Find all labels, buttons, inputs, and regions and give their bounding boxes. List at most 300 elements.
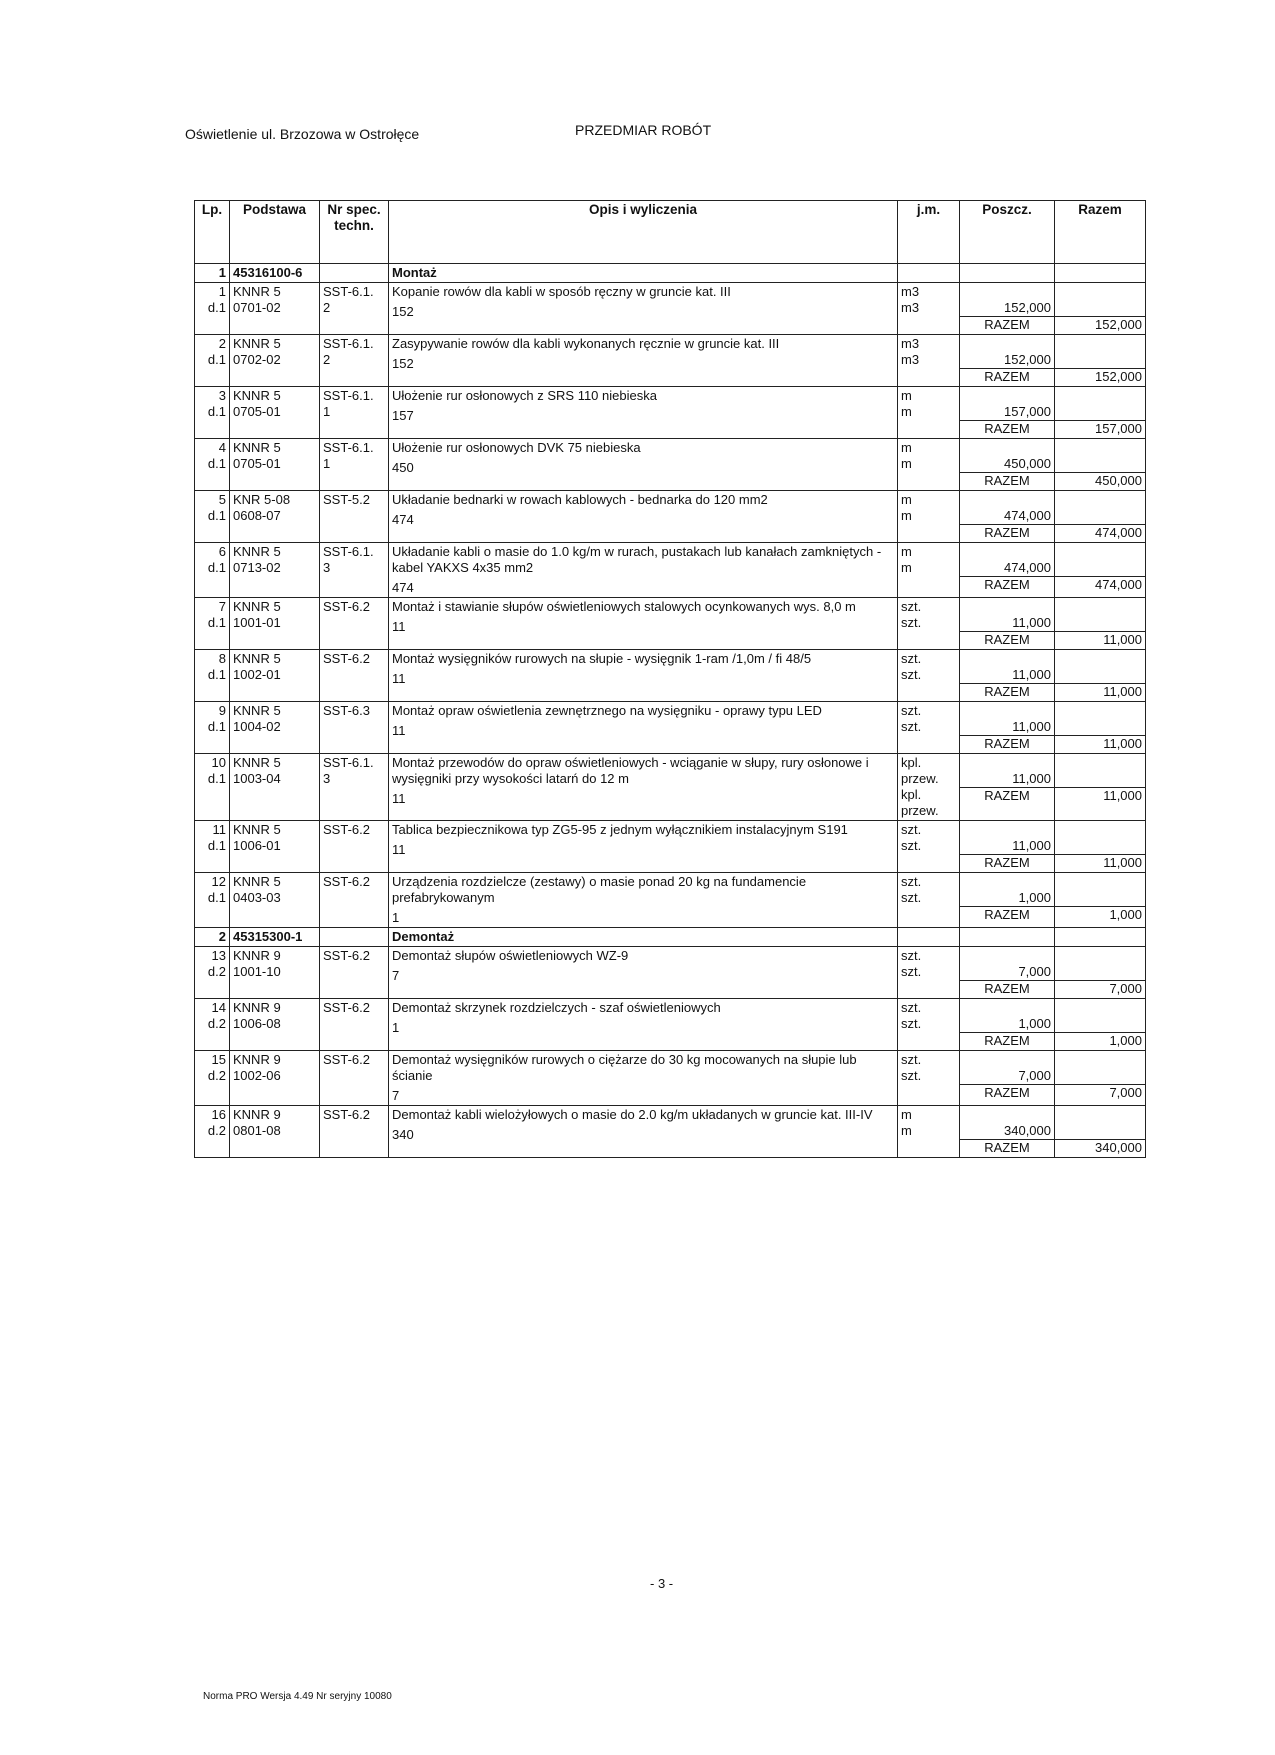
item-catalog: KNNR 9 xyxy=(233,1107,281,1122)
row-opis xyxy=(389,873,898,928)
row-nr-spec xyxy=(320,598,389,650)
item-unit-calc: szt. xyxy=(901,890,922,905)
item-description: Tablica bezpiecznikowa typ ZG5-95 z jednym wyłącznikiem instalacyjnym S191 xyxy=(392,822,848,837)
item-number: 3 xyxy=(218,388,226,403)
item-spec: SST-6.2 xyxy=(323,822,370,837)
item-total: 11,000 xyxy=(1055,787,1145,804)
row-poszcz xyxy=(960,947,1055,999)
item-total: 11,000 xyxy=(1055,735,1145,752)
item-section-ref: d.1 xyxy=(207,890,226,905)
col-poszcz: Poszcz. xyxy=(960,201,1055,264)
item-number: 4 xyxy=(218,440,226,455)
row-opis xyxy=(389,387,898,439)
row-jm xyxy=(898,387,960,439)
row-razem xyxy=(1055,650,1146,702)
row-jm xyxy=(898,999,960,1051)
item-total: 152,000 xyxy=(1055,316,1145,333)
row-poszcz xyxy=(960,543,1055,598)
item-description: Zasypywanie rowów dla kabli wykonanych ręcznie w gruncie kat. III xyxy=(392,336,780,351)
item-catalog-position: 0701-02 xyxy=(233,300,281,315)
item-unit: m3 xyxy=(901,284,920,299)
row-poszcz xyxy=(960,439,1055,491)
item-description: Montaż opraw oświetlenia zewnętrznego na wysięgniku - oprawy typu LED xyxy=(392,703,822,718)
item-spec: SST-6.3 xyxy=(323,703,370,718)
item-catalog-position: 0713-02 xyxy=(233,560,281,575)
row-podstawa xyxy=(230,999,320,1051)
razem-label: RAZEM xyxy=(960,316,1054,333)
row-razem xyxy=(1055,543,1146,598)
row-jm xyxy=(898,335,960,387)
item-total: 340,000 xyxy=(1055,1139,1145,1156)
row-lp xyxy=(195,754,230,821)
item-spec-sub: 2 xyxy=(323,352,331,367)
table-row xyxy=(195,702,1146,754)
row-nr-spec xyxy=(320,1106,389,1158)
table-row xyxy=(195,439,1146,491)
item-unit: kpl. przew. xyxy=(901,755,939,786)
item-calculation: 474 xyxy=(392,580,414,595)
table-row xyxy=(195,821,1146,873)
row-poszcz xyxy=(960,598,1055,650)
item-section-ref: d.1 xyxy=(207,352,226,367)
row-podstawa xyxy=(230,491,320,543)
table-row xyxy=(195,598,1146,650)
item-description: Demontaż wysięgników rurowych o ciężarze do 30 kg mocowanych na słupie lub ścianie xyxy=(392,1052,857,1083)
item-catalog-position: 0705-01 xyxy=(233,404,281,419)
section-title xyxy=(389,264,898,283)
item-total: 1,000 xyxy=(1055,906,1145,923)
table-row xyxy=(195,1051,1146,1106)
item-unit-calc: szt. xyxy=(901,1016,922,1031)
row-razem xyxy=(1055,754,1146,821)
item-section-ref: d.1 xyxy=(207,719,226,734)
row-opis xyxy=(389,947,898,999)
table-header-row xyxy=(195,201,1146,264)
row-nr-spec xyxy=(320,947,389,999)
row-poszcz xyxy=(960,1051,1055,1106)
row-nr-spec xyxy=(320,283,389,335)
row-razem xyxy=(1055,335,1146,387)
row-lp xyxy=(195,543,230,598)
item-calculation: 152 xyxy=(392,356,414,371)
item-unit-calc: szt. xyxy=(901,964,922,979)
row-razem xyxy=(1055,598,1146,650)
item-quantity: 11,000 xyxy=(1012,719,1051,734)
row-podstawa xyxy=(230,702,320,754)
item-section-ref: d.1 xyxy=(207,667,226,682)
item-catalog-position: 1004-02 xyxy=(233,719,281,734)
row-nr-spec xyxy=(320,650,389,702)
row-nr-spec xyxy=(320,1051,389,1106)
item-catalog-position: 1001-01 xyxy=(233,615,281,630)
row-opis xyxy=(389,702,898,754)
row-nr-spec xyxy=(320,821,389,873)
item-spec: SST-6.1. xyxy=(323,755,374,770)
item-section-ref: d.1 xyxy=(207,404,226,419)
row-opis xyxy=(389,821,898,873)
item-catalog: KNNR 5 xyxy=(233,336,281,351)
row-poszcz xyxy=(960,283,1055,335)
item-catalog: KNNR 5 xyxy=(233,440,281,455)
item-catalog-position: 1006-08 xyxy=(233,1016,281,1031)
item-spec: SST-5.2 xyxy=(323,492,370,507)
section-poszcz xyxy=(960,928,1055,947)
item-spec: SST-6.1. xyxy=(323,336,374,351)
table-row xyxy=(195,1106,1146,1158)
item-number: 2 xyxy=(218,336,226,351)
row-razem xyxy=(1055,947,1146,999)
item-catalog: KNNR 9 xyxy=(233,1052,281,1067)
item-description: Montaż wysięgników rurowych na słupie - wysięgnik 1-ram /1,0m / fi 48/5 xyxy=(392,651,812,666)
item-number: 7 xyxy=(218,599,226,614)
section-name: Demontaż xyxy=(392,929,455,944)
row-jm xyxy=(898,1051,960,1106)
table-row xyxy=(195,387,1146,439)
item-section-ref: d.1 xyxy=(207,771,226,786)
row-razem xyxy=(1055,1051,1146,1106)
item-quantity: 474,000 xyxy=(1004,508,1051,523)
section-name: Montaż xyxy=(392,265,437,280)
item-total: 7,000 xyxy=(1055,1084,1145,1101)
item-description: Demontaż kabli wielożyłowych o masie do 2.0 kg/m układanych w gruncie kat. III-IV xyxy=(392,1107,873,1122)
item-catalog: KNNR 5 xyxy=(233,874,281,889)
item-catalog-position: 0608-07 xyxy=(233,508,281,523)
row-razem xyxy=(1055,439,1146,491)
software-footer: Norma PRO Wersja 4.49 Nr seryjny 10080 xyxy=(203,1691,392,1702)
row-podstawa xyxy=(230,387,320,439)
row-lp xyxy=(195,650,230,702)
row-nr-spec xyxy=(320,387,389,439)
row-podstawa xyxy=(230,543,320,598)
section-code xyxy=(230,928,320,947)
item-section-ref: d.2 xyxy=(207,964,226,979)
table-row xyxy=(195,283,1146,335)
item-unit-calc: m xyxy=(901,404,912,419)
row-nr-spec xyxy=(320,491,389,543)
row-lp xyxy=(195,335,230,387)
item-unit: szt. xyxy=(901,1000,922,1015)
section-lp: 2 xyxy=(218,929,226,944)
item-number: 1 xyxy=(218,284,226,299)
razem-label: RAZEM xyxy=(960,1139,1054,1156)
item-spec: SST-6.1. xyxy=(323,544,374,559)
row-poszcz xyxy=(960,999,1055,1051)
item-quantity: 157,000 xyxy=(1004,404,1051,419)
item-catalog-position: 1001-10 xyxy=(233,964,281,979)
document-title: PRZEDMIAR ROBÓT xyxy=(575,122,712,138)
row-poszcz xyxy=(960,873,1055,928)
item-number: 14 xyxy=(211,1000,226,1015)
item-quantity: 7,000 xyxy=(1018,1068,1051,1083)
row-razem xyxy=(1055,999,1146,1051)
item-spec: SST-6.2 xyxy=(323,1107,370,1122)
row-jm xyxy=(898,1106,960,1158)
row-opis xyxy=(389,999,898,1051)
item-description: Demontaż słupów oświetleniowych WZ-9 xyxy=(392,948,629,963)
item-calculation: 7 xyxy=(392,968,400,983)
row-jm xyxy=(898,491,960,543)
item-unit: szt. xyxy=(901,948,922,963)
item-unit: m xyxy=(901,1107,912,1122)
item-quantity: 450,000 xyxy=(1004,456,1051,471)
item-catalog: KNNR 5 xyxy=(233,544,281,559)
item-total: 450,000 xyxy=(1055,472,1145,489)
col-razem: Razem xyxy=(1055,201,1146,264)
razem-label: RAZEM xyxy=(960,420,1054,437)
razem-label: RAZEM xyxy=(960,980,1054,997)
item-quantity: 152,000 xyxy=(1004,300,1051,315)
row-nr-spec xyxy=(320,754,389,821)
item-catalog: KNNR 5 xyxy=(233,822,281,837)
item-spec: SST-6.2 xyxy=(323,1052,370,1067)
row-razem xyxy=(1055,821,1146,873)
row-nr-spec xyxy=(320,335,389,387)
item-section-ref: d.2 xyxy=(207,1016,226,1031)
table-row xyxy=(195,999,1146,1051)
razem-label: RAZEM xyxy=(960,735,1054,752)
row-podstawa xyxy=(230,439,320,491)
row-lp xyxy=(195,821,230,873)
section-number xyxy=(195,928,230,947)
section-nr xyxy=(320,264,389,283)
item-catalog-position: 1003-04 xyxy=(233,771,281,786)
item-total: 1,000 xyxy=(1055,1032,1145,1049)
row-lp xyxy=(195,283,230,335)
section-lp: 1 xyxy=(218,265,226,280)
row-poszcz xyxy=(960,821,1055,873)
row-podstawa xyxy=(230,821,320,873)
table-row xyxy=(195,650,1146,702)
razem-label: RAZEM xyxy=(960,683,1054,700)
section-number xyxy=(195,264,230,283)
section-cpv: 45316100-6 xyxy=(233,265,303,280)
item-quantity: 474,000 xyxy=(1004,560,1051,575)
item-spec-sub: 1 xyxy=(323,404,331,419)
item-unit: szt. xyxy=(901,599,922,614)
item-unit: szt. xyxy=(901,822,922,837)
row-poszcz xyxy=(960,1106,1055,1158)
item-unit: m xyxy=(901,440,912,455)
row-razem xyxy=(1055,283,1146,335)
row-jm xyxy=(898,283,960,335)
row-opis xyxy=(389,491,898,543)
item-spec: SST-6.2 xyxy=(323,599,370,614)
item-quantity: 152,000 xyxy=(1004,352,1051,367)
item-number: 6 xyxy=(218,544,226,559)
col-podstawa: Podstawa xyxy=(230,201,320,264)
razem-label: RAZEM xyxy=(960,524,1054,541)
row-razem xyxy=(1055,387,1146,439)
item-number: 13 xyxy=(211,948,226,963)
item-unit: szt. xyxy=(901,1052,922,1067)
item-catalog: KNNR 5 xyxy=(233,651,281,666)
row-jm xyxy=(898,702,960,754)
razem-label: RAZEM xyxy=(960,472,1054,489)
item-total: 11,000 xyxy=(1055,683,1145,700)
table-row xyxy=(195,491,1146,543)
row-lp xyxy=(195,1051,230,1106)
row-poszcz xyxy=(960,754,1055,821)
table-row xyxy=(195,873,1146,928)
item-unit-calc: m xyxy=(901,508,912,523)
item-section-ref: d.1 xyxy=(207,615,226,630)
item-unit: m3 xyxy=(901,336,920,351)
item-quantity: 11,000 xyxy=(1012,771,1051,786)
col-lp: Lp. xyxy=(195,201,230,264)
item-calculation: 152 xyxy=(392,304,414,319)
razem-label: RAZEM xyxy=(960,787,1054,804)
item-catalog: KNR 5-08 xyxy=(233,492,291,507)
item-catalog-position: 1006-01 xyxy=(233,838,281,853)
item-number: 15 xyxy=(211,1052,226,1067)
item-unit-calc: m xyxy=(901,456,912,471)
row-poszcz xyxy=(960,335,1055,387)
item-section-ref: d.2 xyxy=(207,1123,226,1138)
item-unit-calc: szt. xyxy=(901,838,922,853)
table-body xyxy=(195,264,1146,1158)
col-nr-spec: Nr spec. techn. xyxy=(320,201,389,264)
row-razem xyxy=(1055,491,1146,543)
item-calculation: 11 xyxy=(392,842,406,857)
item-catalog: KNNR 5 xyxy=(233,703,281,718)
item-description: Układanie kabli o masie do 1.0 kg/m w rurach, pustakach lub kanałach zamkniętych - kabel YAKXS 4x35 mm2 xyxy=(392,544,882,575)
row-opis xyxy=(389,335,898,387)
bill-of-quantities-table xyxy=(194,200,1146,1158)
row-opis xyxy=(389,650,898,702)
item-unit: m xyxy=(901,388,912,403)
item-catalog: KNNR 9 xyxy=(233,1000,281,1015)
item-quantity: 1,000 xyxy=(1018,1016,1051,1031)
section-title xyxy=(389,928,898,947)
row-lp xyxy=(195,491,230,543)
item-unit-calc: szt. xyxy=(901,719,922,734)
item-total: 152,000 xyxy=(1055,368,1145,385)
section-jm xyxy=(898,264,960,283)
item-spec: SST-6.1. xyxy=(323,284,374,299)
section-row xyxy=(195,264,1146,283)
razem-label: RAZEM xyxy=(960,368,1054,385)
razem-label: RAZEM xyxy=(960,576,1054,593)
item-description: Montaż i stawianie słupów oświetleniowych stalowych ocynkowanych wys. 8,0 m xyxy=(392,599,856,614)
item-unit: szt. xyxy=(901,703,922,718)
item-quantity: 7,000 xyxy=(1018,964,1051,979)
section-poszcz xyxy=(960,264,1055,283)
row-nr-spec xyxy=(320,543,389,598)
item-quantity: 1,000 xyxy=(1018,890,1051,905)
row-opis xyxy=(389,1106,898,1158)
item-unit: m xyxy=(901,492,912,507)
row-podstawa xyxy=(230,1051,320,1106)
row-podstawa xyxy=(230,598,320,650)
row-jm xyxy=(898,650,960,702)
item-description: Ułożenie rur osłonowych DVK 75 niebieska xyxy=(392,440,641,455)
row-opis xyxy=(389,543,898,598)
item-unit: m xyxy=(901,544,912,559)
razem-label: RAZEM xyxy=(960,1084,1054,1101)
section-code xyxy=(230,264,320,283)
row-podstawa xyxy=(230,947,320,999)
item-calculation: 1 xyxy=(392,1020,400,1035)
razem-label: RAZEM xyxy=(960,631,1054,648)
row-jm xyxy=(898,543,960,598)
item-calculation: 11 xyxy=(392,671,406,686)
row-razem xyxy=(1055,702,1146,754)
section-nr xyxy=(320,928,389,947)
row-poszcz xyxy=(960,491,1055,543)
row-lp xyxy=(195,702,230,754)
item-calculation: 474 xyxy=(392,512,414,527)
row-podstawa xyxy=(230,754,320,821)
item-quantity: 11,000 xyxy=(1012,615,1051,630)
item-spec: SST-6.2 xyxy=(323,651,370,666)
item-catalog: KNNR 5 xyxy=(233,388,281,403)
item-description: Układanie bednarki w rowach kablowych - bednarka do 120 mm2 xyxy=(392,492,768,507)
item-unit: szt. xyxy=(901,874,922,889)
item-quantity: 340,000 xyxy=(1004,1123,1051,1138)
row-jm xyxy=(898,873,960,928)
row-poszcz xyxy=(960,702,1055,754)
row-lp xyxy=(195,387,230,439)
item-description: Montaż przewodów do opraw oświetleniowych - wciąganie w słupy, rury osłonowe i wysięgniki przy wysokości latarń do 12 m xyxy=(392,755,869,786)
razem-label: RAZEM xyxy=(960,854,1054,871)
row-opis xyxy=(389,439,898,491)
page-number: - 3 - xyxy=(650,1576,674,1591)
item-total: 7,000 xyxy=(1055,980,1145,997)
item-description: Demontaż skrzynek rozdzielczych - szaf oświetleniowych xyxy=(392,1000,721,1015)
item-section-ref: d.2 xyxy=(207,1068,226,1083)
item-calculation: 157 xyxy=(392,408,414,423)
row-nr-spec xyxy=(320,702,389,754)
item-section-ref: d.1 xyxy=(207,508,226,523)
item-number: 5 xyxy=(218,492,226,507)
col-jm: j.m. xyxy=(898,201,960,264)
item-spec-sub: 3 xyxy=(323,771,331,786)
table-row xyxy=(195,543,1146,598)
item-total: 11,000 xyxy=(1055,631,1145,648)
item-catalog-position: 0705-01 xyxy=(233,456,281,471)
item-catalog: KNNR 5 xyxy=(233,599,281,614)
item-unit-calc: szt. xyxy=(901,1068,922,1083)
section-cpv: 45315300-1 xyxy=(233,929,303,944)
section-razem xyxy=(1055,264,1146,283)
item-section-ref: d.1 xyxy=(207,300,226,315)
row-podstawa xyxy=(230,650,320,702)
item-unit-calc: m3 xyxy=(901,300,920,315)
item-calculation: 11 xyxy=(392,619,406,634)
item-unit-calc: m3 xyxy=(901,352,920,367)
item-total: 474,000 xyxy=(1055,576,1145,593)
item-spec: SST-6.2 xyxy=(323,948,370,963)
item-spec: SST-6.2 xyxy=(323,874,370,889)
header-title: Oświetlenie ul. Brzozowa w Ostrołęce xyxy=(185,126,420,142)
table-row xyxy=(195,335,1146,387)
section-jm xyxy=(898,928,960,947)
row-lp xyxy=(195,999,230,1051)
section-razem xyxy=(1055,928,1146,947)
item-catalog: KNNR 9 xyxy=(233,948,281,963)
razem-label: RAZEM xyxy=(960,906,1054,923)
item-section-ref: d.1 xyxy=(207,838,226,853)
row-opis xyxy=(389,1051,898,1106)
item-number: 8 xyxy=(218,651,226,666)
item-unit-calc: szt. xyxy=(901,615,922,630)
item-unit-calc: m xyxy=(901,560,912,575)
item-description: Ułożenie rur osłonowych z SRS 110 niebieska xyxy=(392,388,657,403)
row-nr-spec xyxy=(320,873,389,928)
row-lp xyxy=(195,1106,230,1158)
row-jm xyxy=(898,821,960,873)
row-jm xyxy=(898,947,960,999)
